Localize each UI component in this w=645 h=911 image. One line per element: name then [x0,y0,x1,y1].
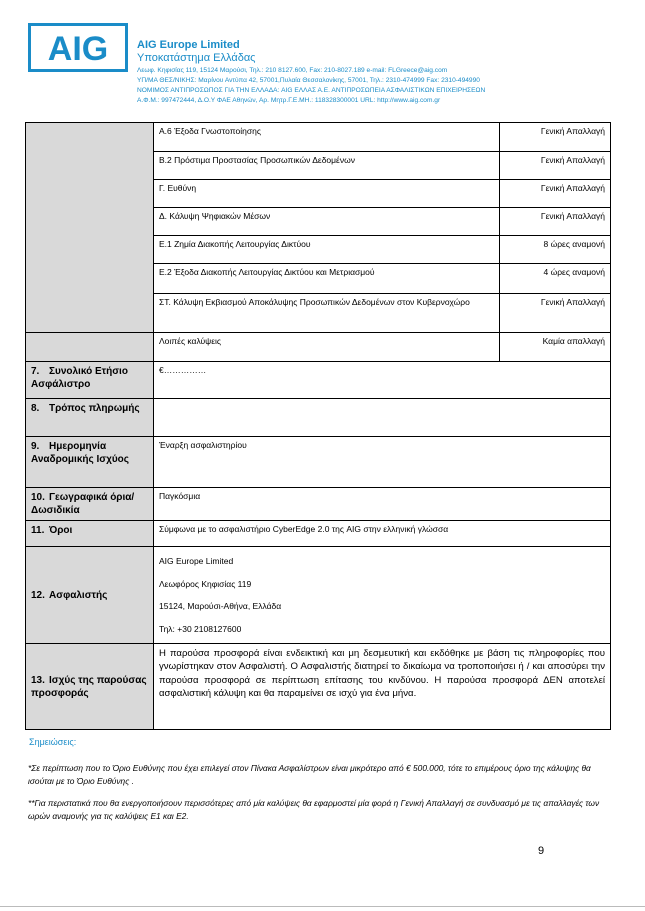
terms-value: Σύμφωνα με το ασφαλιστήριο CyberEdge 2.0 της AIG στην ελληνική γλώσσα [154,521,611,547]
coverage-deductible: Γενική Απαλλαγή [500,180,611,208]
header-tax-line: Α.Φ.Μ.: 997472444, Δ.Ο.Υ ΦΑΕ Αθηνών, Αρ. Μητρ.Γ.Ε.ΜΗ.: 118328300001 URL: http://www.aig.com.gr [137,97,441,104]
section-label: 8. Τρόπος πληρωμής [26,399,154,437]
section-label: 12. Ασφαλιστής [26,547,154,644]
section-label: 7. Συνολικό Ετήσιο Ασφάλιστρο [26,362,154,399]
section-row-10 [26,488,611,521]
page-number: 9 [538,845,545,857]
coverage-name: Ε.2 Έξοδα Διακοπής Λειτουργίας Δικτύου και Μετριασμού [154,264,500,294]
insurer-city: 15124, Μαρούσι-Αθήνα, Ελλάδα [159,601,282,612]
header-address-line: Λεωφ. Κηφισίας 119, 15124 Μαρούσι, Τηλ.: 210 8127.600, Fax: 210-8027.189 e-mail: FLGreece@aig.com [137,67,448,74]
svg-text:AIG: AIG [47,29,109,66]
coverage-deductible: Γενική Απαλλαγή [500,208,611,236]
note-2: **Για περιστατικά που θα ενεργοποιήσουν περισσότερες από μία καλύψεις θα εφαρμοστεί μία φορά η Γενική Απαλλαγή σε συνδυασμό με τις απαλλαγές των ωρών αναμονής για τις καλύψεις Ε1 και Ε2. [28,798,600,822]
coverage-row [26,123,611,152]
section-row-8 [26,399,611,437]
insurer-details [154,547,611,644]
section-label: 9. Ημερομηνία Αναδρομικής Ισχύος [26,437,154,488]
header-branch-line: ΥΠ/ΜΑ ΘΕΣ/ΝΙΚΗΣ: Μαρίνου Αντύπα 42, 57001,Πυλαία Θεσσαλονίκης, 57001, Τηλ.: 2310-474999 Fax: 2310-494990 [137,77,480,84]
note-1: *Σε περίπτωση που το Όριο Ευθύνης που έχει επιλεγεί στον Πίνακα Ασφαλίστρων είναι μικρότερο από € 500.000, τότε το επιμέρους όριο της κάλυψης θα ισούται με το Όριο Ευθύνης . [28,763,591,787]
coverage-name: ΣΤ. Κάλυψη Εκβιασμού Αποκάλυψης Προσωπικών Δεδομένων στον Κυβερνοχώρο [154,294,500,333]
offer-validity-text: Η παρούσα προσφορά είναι ενδεικτική και μη δεσμευτική και εκδόθηκε με βάση τις πληροφορίες που γνωρίστηκαν στον Ασφαλιστή. Ο Ασφαλιστής διατηρεί το δικαίωμα να τροποποιήσει ή / και αποσύρει την παρούσα προσφορά σε περίπτωση επίτασης του κινδύνου. Η παρούσα προσφορά ΔΕΝ αποτελεί ασφαλιστική κάλυψη και θα παραμείνει σε ισχύ για ένα μήνα. [154,644,611,730]
insurer-name: AIG Europe Limited [159,556,234,566]
section-label: 10. Γεωγραφικά όρια/ Δωσιδικία [26,488,154,521]
coverage-name: Γ. Ευθύνη [154,180,500,208]
section-label: 13. Ισχύς της παρούσας προσφοράς [26,644,154,730]
coverage-name: Δ. Κάλυψη Ψηφιακών Μέσων [154,208,500,236]
header-representative-line: ΝΟΜΙΜΟΣ ΑΝΤΙΠΡΟΣΩΠΟΣ ΓΙΑ ΤΗΝ ΕΛΛΑΔΑ: AIG ΕΛΛΑΣ Α.Ε. ΑΝΤΙΠΡΟΣΩΠΕΙΑ ΑΣΦΑΛΙΣΤΙΚΩΝ ΕΠΙΧΕΙΡΗΣΕΩΝ [137,87,486,94]
coverage-deductible: Γενική Απαλλαγή [500,152,611,180]
insurer-phone: Τηλ: +30 2108127600 [159,623,242,634]
coverage-name: Λοιπές καλύψεις [154,333,500,362]
policy-table [25,122,611,730]
section-row-11 [26,521,611,547]
branch-name: Υποκατάστημα Ελλάδας [137,52,256,64]
aig-logo-mark [35,30,121,66]
section-row-12 [26,547,611,644]
coverage-name: Α.6 Έξοδα Γνωστοποίησης [154,123,500,152]
notes-title: Σημειώσεις: [29,737,77,747]
company-name: AIG Europe Limited [137,39,240,51]
section-label: 11. Όροι [26,521,154,547]
aig-logo [28,23,128,72]
coverage-deductible: Καμία απαλλαγή [500,333,611,362]
coverage-name: Ε.1 Ζημία Διακοπής Λειτουργίας Δικτύου [154,236,500,264]
section-row-9 [26,437,611,488]
coverage-name: Β.2 Πρόστιμα Προστασίας Προσωπικών Δεδομένων [154,152,500,180]
insurer-street: Λεωφόρος Κηφισίας 119 [159,578,252,589]
section-row-13 [26,644,611,730]
coverage-deductible: 4 ώρες αναμονή [500,264,611,294]
coverage-label-cell [26,333,154,362]
retroactive-date-value: Έναρξη ασφαλιστηρίου [154,437,611,488]
payment-method-value [154,399,611,437]
coverage-deductible: Γενική Απαλλαγή [500,123,611,152]
premium-value: €…………… [154,362,611,399]
section-row-7 [26,362,611,399]
coverage-label-cell [26,123,154,333]
coverage-row [26,333,611,362]
territory-value: Παγκόσμια [154,488,611,521]
coverage-deductible: Γενική Απαλλαγή [500,294,611,333]
coverage-deductible: 8 ώρες αναμονή [500,236,611,264]
page-bottom-divider [0,906,645,907]
